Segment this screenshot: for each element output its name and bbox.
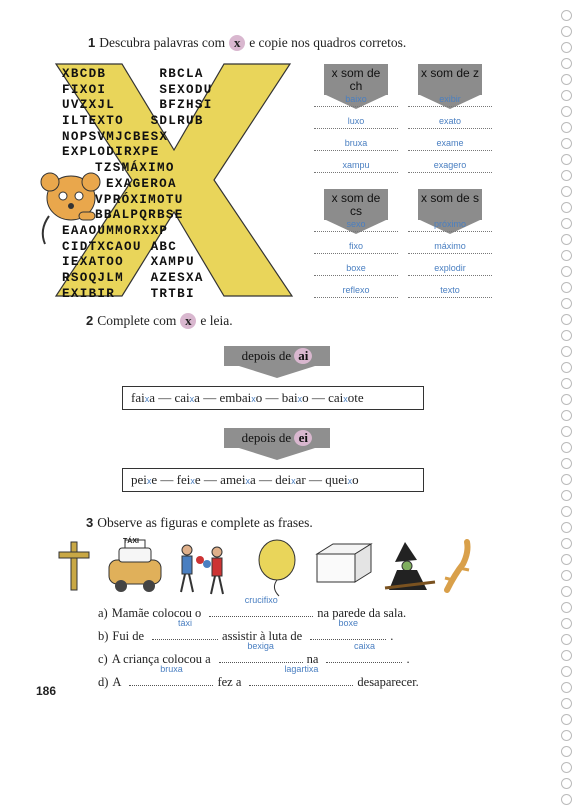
filled-letter: x (347, 476, 353, 486)
exercise3-heading (86, 514, 313, 532)
word-search-row: CIDTXCAOU ABC (62, 239, 178, 254)
exercise3-instruction: Observe as figuras e complete as frases. (97, 515, 313, 530)
category-label: x som de cs (324, 189, 388, 220)
filled-letter: x (297, 394, 303, 404)
ei-group-arrow (239, 448, 315, 460)
handwritten-answer: boxe (338, 618, 358, 628)
spiral-ring (561, 538, 572, 549)
word-part: ar (295, 472, 306, 487)
category-word: exibir (439, 94, 461, 104)
ei-group-label (224, 428, 330, 448)
word-part: quei (325, 472, 348, 487)
spiral-ring (561, 90, 572, 101)
box-picture (317, 544, 371, 582)
spiral-ring (561, 442, 572, 453)
exercise1-heading (88, 34, 406, 52)
dash-separator: — (199, 390, 220, 405)
spiral-ring (561, 762, 572, 773)
word-part: cai (328, 390, 344, 405)
exercise2-instruction-part2: e leia. (200, 313, 233, 328)
answer-blank (209, 595, 313, 617)
word-part: ote (347, 390, 364, 405)
spiral-ring (561, 634, 572, 645)
filled-letter: x (291, 476, 296, 486)
spiral-ring (561, 682, 572, 693)
spiral-ring (561, 186, 572, 197)
sentence-text: . (390, 629, 394, 643)
answer-blank (249, 664, 353, 686)
exercise2-number: 2 (86, 313, 94, 328)
word-part: pei (131, 472, 147, 487)
word-to-complete (220, 472, 256, 487)
category-word: máximo (434, 241, 466, 251)
word-search-row: EXPLODIRXPE (62, 145, 160, 160)
dash-separator: — (262, 390, 282, 405)
sentence-text: A (112, 675, 122, 689)
spiral-ring (561, 490, 572, 501)
answer-line (408, 128, 492, 129)
word-part: fei (176, 472, 191, 487)
sentence-text: fez a (217, 675, 242, 689)
word-part: a (194, 390, 200, 405)
filled-letter: x (251, 394, 256, 404)
word-part: e (151, 472, 158, 487)
ai-group-label (224, 346, 330, 366)
spiral-ring (561, 618, 572, 629)
sentence-text: na parede da sala. (317, 606, 407, 620)
spiral-ring (561, 74, 572, 85)
exercise1-instruction-part2: e copie nos quadros corretos. (249, 35, 407, 50)
category-word: bruxa (344, 138, 368, 148)
answer-line (314, 172, 398, 173)
spiral-ring (561, 266, 572, 277)
sentence-text: Mamãe colocou o (111, 606, 202, 620)
answer-line (314, 275, 398, 276)
answer-line (408, 231, 492, 232)
word-search-row: FIXOI SEXODU (62, 82, 213, 97)
mouse-illustration (35, 168, 105, 248)
exercise2-heading (86, 312, 233, 330)
sentence-text: A criança colocou a (111, 652, 211, 666)
spiral-ring (561, 202, 572, 213)
sentence-letter: b) (98, 629, 109, 643)
answer-line (314, 150, 398, 151)
exercise1-instruction-part1: Descubra palavras com (99, 35, 226, 50)
word-to-complete (328, 390, 364, 405)
answer-blank (326, 641, 402, 663)
filled-letter: x (343, 394, 348, 404)
word-to-complete (325, 472, 358, 487)
ai-words-box (122, 386, 424, 410)
word-to-complete (131, 390, 155, 405)
filled-letter: x (190, 476, 195, 486)
word-to-complete (219, 390, 262, 405)
x-letter-badge: x (229, 35, 245, 51)
spiral-ring (561, 554, 572, 565)
handwritten-answer: táxi (178, 618, 193, 628)
taxi-picture (109, 540, 161, 592)
answer-line (408, 172, 492, 173)
spiral-ring (561, 314, 572, 325)
word-part: o (302, 390, 309, 405)
spiral-ring (561, 714, 572, 725)
category-word: fixo (348, 241, 363, 251)
page-number: 186 (36, 684, 57, 698)
filled-letter: x (245, 476, 250, 486)
exercise1-number: 1 (88, 35, 96, 50)
answer-line (408, 253, 492, 254)
word-to-complete (177, 472, 201, 487)
ei-highlight: ei (294, 430, 312, 446)
word-part: fai (131, 390, 145, 405)
spiral-ring (561, 58, 572, 69)
handwritten-answer: bruxa (160, 664, 183, 674)
handwritten-answer: crucifixo (244, 595, 278, 605)
ai-highlight: ai (294, 348, 312, 364)
x-letter-badge: x (180, 313, 196, 329)
spiral-ring (561, 602, 572, 613)
sentence-letter: a) (98, 606, 108, 620)
category-word: xampu (342, 160, 370, 170)
spiral-ring (561, 730, 572, 741)
ei-group-label-text: depois de (241, 430, 292, 445)
category-word: explodir (434, 263, 466, 273)
word-search-row: EXAGEROA (106, 176, 177, 191)
word-part: e (194, 472, 201, 487)
word-part: cai (174, 390, 190, 405)
spiral-ring (561, 218, 572, 229)
category-word: baixo (345, 94, 367, 104)
sentence-text: na (306, 652, 319, 666)
answer-blank (310, 618, 386, 640)
sentence-text: desaparecer. (357, 675, 419, 689)
category-word: exato (438, 116, 462, 126)
sentence-row (98, 664, 423, 690)
dash-separator: — (155, 390, 175, 405)
category-label: x som de s (418, 189, 482, 220)
word-search-row: NOPSVMJCBESX (62, 129, 169, 144)
spiral-ring (561, 250, 572, 261)
spiral-binding (557, 10, 575, 720)
spiral-ring (561, 778, 572, 789)
spiral-ring (561, 666, 572, 677)
word-search-row: XBCDB RBCLA (62, 67, 204, 81)
word-part: o (352, 472, 359, 487)
word-to-complete (282, 390, 309, 405)
word-search-row: VPRÓXIMOTU (95, 192, 184, 207)
category-word: exagero (433, 160, 467, 170)
word-search-row: UVZXJL BFZHSI (62, 98, 213, 113)
ai-group-arrow (239, 366, 315, 378)
word-search-row: EAAOUMMORXXP (62, 223, 169, 238)
spiral-ring (561, 330, 572, 341)
word-part: dei (275, 472, 292, 487)
spiral-ring (561, 650, 572, 661)
category-label: x som de ch (324, 64, 388, 95)
answer-line (408, 275, 492, 276)
spiral-ring (561, 362, 572, 373)
sentence-text: Fui de (112, 629, 145, 643)
boxers-picture (181, 545, 223, 594)
sentence-text: . (406, 652, 410, 666)
answer-line (408, 150, 492, 151)
spiral-ring (561, 26, 572, 37)
spiral-ring (561, 570, 572, 581)
ei-words-box (122, 468, 424, 492)
answer-line (314, 128, 398, 129)
spiral-ring (561, 10, 572, 21)
spiral-ring (561, 234, 572, 245)
answer-line (314, 231, 398, 232)
spiral-ring (561, 122, 572, 133)
answer-line (314, 297, 398, 298)
category-word: exame (436, 138, 464, 148)
word-search-row: IEXATOO XAMPU (62, 255, 195, 270)
exercise3-number: 3 (86, 515, 94, 530)
exercise2-instruction-part1: Complete com (97, 313, 177, 328)
dash-separator: — (200, 472, 221, 487)
dash-separator: — (157, 472, 177, 487)
handwritten-answer: caixa (353, 641, 375, 651)
lizard-picture (445, 542, 469, 590)
category-word: reflexo (342, 285, 370, 295)
spiral-ring (561, 282, 572, 293)
answer-line (314, 253, 398, 254)
category-word: sexo (346, 219, 366, 229)
spiral-ring (561, 394, 572, 405)
spiral-ring (561, 378, 572, 389)
word-part: embai (219, 390, 252, 405)
word-search-row: BBALPQRBSE (95, 208, 184, 223)
witch-picture (385, 542, 435, 590)
spiral-ring (561, 346, 572, 357)
word-part: o (255, 390, 263, 405)
spiral-ring (561, 426, 572, 437)
category-word: texto (440, 285, 460, 295)
spiral-ring (561, 458, 572, 469)
answer-blank (129, 664, 213, 686)
word-part: a (149, 390, 155, 405)
sentence-letter: c) (98, 652, 108, 666)
sentence-text: assistir à luta de (222, 629, 303, 643)
spiral-ring (561, 474, 572, 485)
answer-line (314, 106, 398, 107)
filled-letter: x (189, 394, 195, 404)
spiral-ring (561, 170, 572, 181)
category-word: próximo (433, 219, 466, 229)
sentence-letter: d) (98, 675, 109, 689)
answer-blank (219, 641, 303, 663)
category-word: luxo (347, 116, 365, 126)
answer-blank (152, 618, 218, 640)
word-to-complete (175, 390, 200, 405)
spiral-ring (561, 138, 572, 149)
filled-letter: x (144, 394, 150, 404)
word-to-complete (131, 472, 157, 487)
balloon-picture (259, 540, 295, 596)
spiral-ring (561, 586, 572, 597)
dash-separator: — (305, 472, 326, 487)
answer-line (408, 106, 492, 107)
spiral-ring (561, 298, 572, 309)
spiral-ring (561, 42, 572, 53)
word-part: a (249, 472, 256, 487)
dash-separator: — (308, 390, 329, 405)
word-part: amei (220, 472, 246, 487)
spiral-ring (561, 522, 572, 533)
word-part: bai (281, 390, 298, 405)
category-label: x som de z (418, 64, 482, 95)
handwritten-answer: lagartixa (284, 664, 319, 674)
taxi-sign: TÁXI (123, 538, 139, 545)
word-search-row: TZSMÁXIMO (95, 161, 175, 176)
word-search-row: ILTEXTO SDLRUB (62, 114, 204, 129)
spiral-ring (561, 506, 572, 517)
category-word: boxe (346, 263, 366, 273)
answer-line (408, 297, 492, 298)
word-to-complete (275, 472, 306, 487)
spiral-ring (561, 106, 572, 117)
ai-group-label-text: depois de (241, 348, 292, 363)
word-search-row: EXIBIR TRTBI (62, 286, 195, 301)
spiral-ring (561, 746, 572, 757)
spiral-ring (561, 154, 572, 165)
spiral-ring (561, 410, 572, 421)
dash-separator: — (255, 472, 276, 487)
crucifix-picture (59, 542, 89, 590)
spiral-ring (561, 698, 572, 709)
handwritten-answer: bexiga (247, 641, 274, 651)
word-search-row: RSOQJLM AZESXA (62, 270, 204, 285)
filled-letter: x (146, 476, 152, 486)
pictures-row (55, 538, 475, 600)
